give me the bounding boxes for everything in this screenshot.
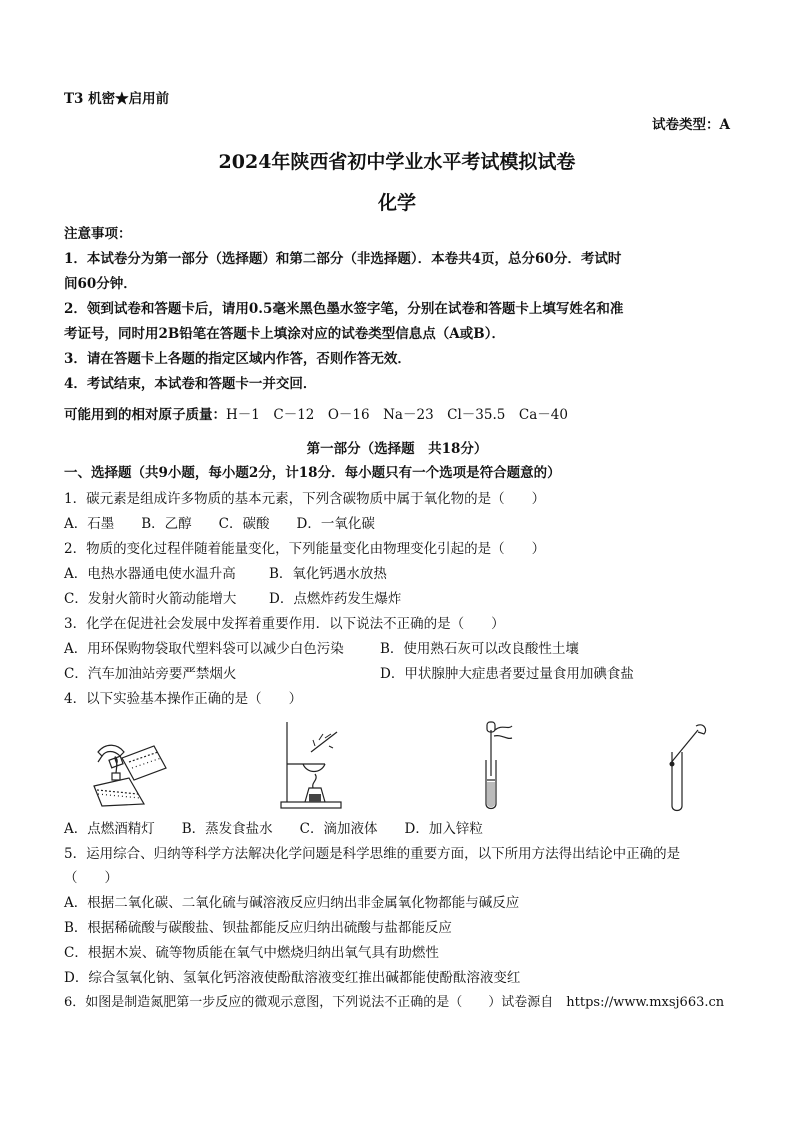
q2-stem: 2．物质的变化过程伴随着能量变化，下列能量变化由物理变化引起的是（ ） (64, 541, 546, 557)
part1-heading: 第一部分（选择题 共18分） (306, 441, 488, 457)
note-1-line-1: 1．本试卷分为第一部分（选择题）和第二部分（非选择题）．本卷共4页，总分60分．考试时 (64, 251, 622, 267)
note-3: 3．请在答题卡上各题的指定区域内作答，否则作答无效． (64, 351, 411, 367)
q5-paren: （ ） (64, 870, 118, 886)
note-1-line-2: 间60分钟． (64, 276, 137, 292)
section-heading: 一、选择题（共9小题，每小题2分，计18分．每小题只有一个选项是符合题意的） (64, 465, 561, 481)
q5-stem: 5．运用综合、归纳等科学方法解决化学问题是科学思维的重要方面，以下所用方法得出结论中正确的是 (64, 846, 681, 862)
subject-title: 化学 (377, 192, 416, 214)
q3-option-d: D．甲状腺肿大症患者要过量食用加碘食盐 (380, 666, 634, 682)
figure-b-evaporation (275, 718, 355, 812)
q4-stem: 4．以下实验基本操作正确的是（ ） (64, 691, 303, 707)
figure-d-adding-zinc (652, 720, 712, 814)
note-2-line-2: 考证号，同时用2B铅笔在答题卡上填涂对应的试卷类型信息点（A或B）． (64, 326, 505, 342)
q3-option-b: B．使用熟石灰可以改良酸性土壤 (380, 641, 579, 657)
note-2-line-1: 2．领到试卷和答题卡后，请用0.5毫米黑色墨水签字笔，分别在试卷和答题卡上填写姓名和准 (64, 301, 624, 317)
page-title: 2024年陕西省初中学业水平考试模拟试卷 (218, 151, 576, 173)
q2-option-a: A．电热水器通电使水温升高 (64, 566, 236, 582)
notes-heading: 注意事项： (64, 226, 132, 242)
q2-option-c: C．发射火箭时火箭动能增大 (64, 591, 237, 607)
atomic-mass-values: H－1 C－12 O－16 Na－23 Cl－35.5 Ca－40 (226, 407, 568, 423)
note-4: 4．考试结束，本试卷和答题卡一并交回． (64, 376, 317, 392)
q6-stem: 6．如图是制造氮肥第一步反应的微观示意图，下列说法不正确的是（ ）试卷源自 https://www.mxsj663.cn (64, 995, 725, 1010)
q3-option-a: A．用环保购物袋取代塑料袋可以减少白色污染 (64, 641, 344, 657)
figure-a-alcohol-lamp (84, 738, 174, 810)
q5-option-a: A．根据二氧化碳、二氧化硫与碱溶液反应归纳出非金属氧化物都能与碱反应 (64, 895, 520, 911)
paper-type: 试卷类型：A (652, 117, 730, 133)
q5-option-d: D．综合氢氧化钠、氢氧化钙溶液使酚酞溶液变红推出碱都能使酚酞溶液变红 (64, 970, 521, 986)
q1-options: A．石墨 B．乙醇 C．碳酸 D．一氧化碳 (64, 516, 375, 532)
q3-stem: 3．化学在促进社会发展中发挥着重要作用．以下说法不正确的是（ ） (64, 616, 505, 632)
atomic-mass-line (64, 406, 568, 424)
q3-option-c: C．汽车加油站旁要严禁烟火 (64, 666, 237, 682)
q2-option-b: B．氧化钙遇水放热 (269, 566, 387, 582)
q5-option-b: B．根据稀硫酸与碳酸盐、钡盐都能反应归纳出硫酸与盐都能反应 (64, 920, 452, 936)
q1-stem: 1．碳元素是组成许多物质的基本元素，下列含碳物质中属于氧化物的是（ ） (64, 491, 546, 507)
q4-options: A．点燃酒精灯 B．蒸发食盐水 C．滴加液体 D．加入锌粒 (64, 821, 483, 837)
q2-option-d: D．点燃炸药发生爆炸 (269, 591, 402, 607)
figure-c-dropping-liquid (476, 720, 516, 812)
confidential-label: T3 机密★启用前 (64, 91, 170, 107)
atomic-mass-label: 可能用到的相对原子质量： (64, 407, 226, 423)
q5-option-c: C．根据木炭、硫等物质能在氧气中燃烧归纳出氧气具有助燃性 (64, 945, 439, 961)
